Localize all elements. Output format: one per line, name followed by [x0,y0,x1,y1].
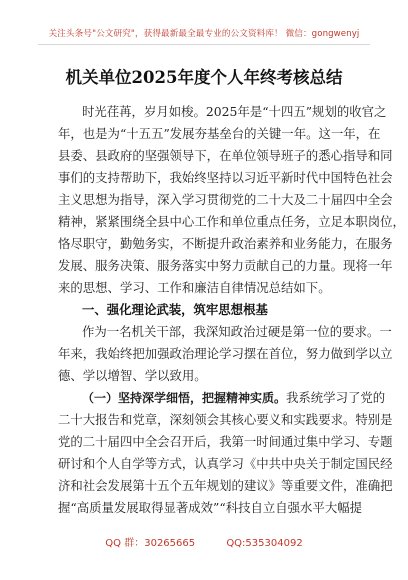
text-line: 党的二十届四中全会召开后，我第一时间通过集中学习、专题 [58,434,393,449]
text-line: 年，也是为“十五五”发展夯基垒台的关键一年。这一年，在 [58,126,381,141]
text-line [82,389,386,407]
text-line: 二十大报告和党章，深刻领会其核心要义和实践要求。特别是 [58,412,393,427]
text-line: 主义思想为指导，深入学习贯彻党的二十大及二十届四中全会 [58,192,393,207]
subsection-heading: （一）坚持深学细悟，把握精神实质。 [82,391,287,405]
subsection-lead-text: 我系统学习了党的 [286,390,386,405]
text-line: 恪尽职守，勤勉务实，不断提升政治素养和业务能力，在服务 [58,236,393,251]
header-banner: 关注头条号"公文研究"，获得最新最全最专业的公文资料库！ 微信：gongwenyj [48,29,360,39]
text-line: 精神，紧紧围绕全县中心工作和单位重点任务，立足本职岗位， [58,214,405,229]
text-line: 德、学以增智、学以致用。 [58,368,207,383]
footer-qq-number: QQ:535304092 [226,538,303,549]
section-heading: 一、强化理论武装，筑牢思想根基 [82,302,268,317]
header-divider [38,44,370,45]
text-line: 发展、服务决策、服务落实中努力贡献自己的力量。现将一年 [58,258,393,273]
text-line: 县委、县政府的坚强领导下，在单位领导班子的悉心指导和同 [58,148,393,163]
document-title: 机关单位2025年度个人年终考核总结 [65,68,343,87]
text-line: 握“高质量发展取得显著成效”“科技自立自强水平大幅提 [58,500,362,515]
footer [0,534,408,549]
text-line: 事们的支持帮助下，我始终坚持以习近平新时代中国特色社会 [58,170,393,185]
text-line: 研讨和个人自学等方式，认真学习《中共中央关于制定国民经 [58,456,393,471]
footer-qq-group: QQ 群：30265665 [105,538,196,549]
text-line: 来的思想、学习、工作和廉洁自律情况总结如下。 [58,280,331,295]
text-line: 年来，我始终把加强政治理论学习摆在首位，努力做到学以立 [58,346,393,361]
text-line: 时光荏苒，岁月如梭。2025年是“十四五”规划的收官之 [82,104,387,119]
text-line: 济和社会发展第十五个五年规划的建议》等重要文件，准确把 [58,478,393,493]
text-line: 作为一名机关干部，我深知政治过硬是第一位的要求。一 [82,324,392,339]
